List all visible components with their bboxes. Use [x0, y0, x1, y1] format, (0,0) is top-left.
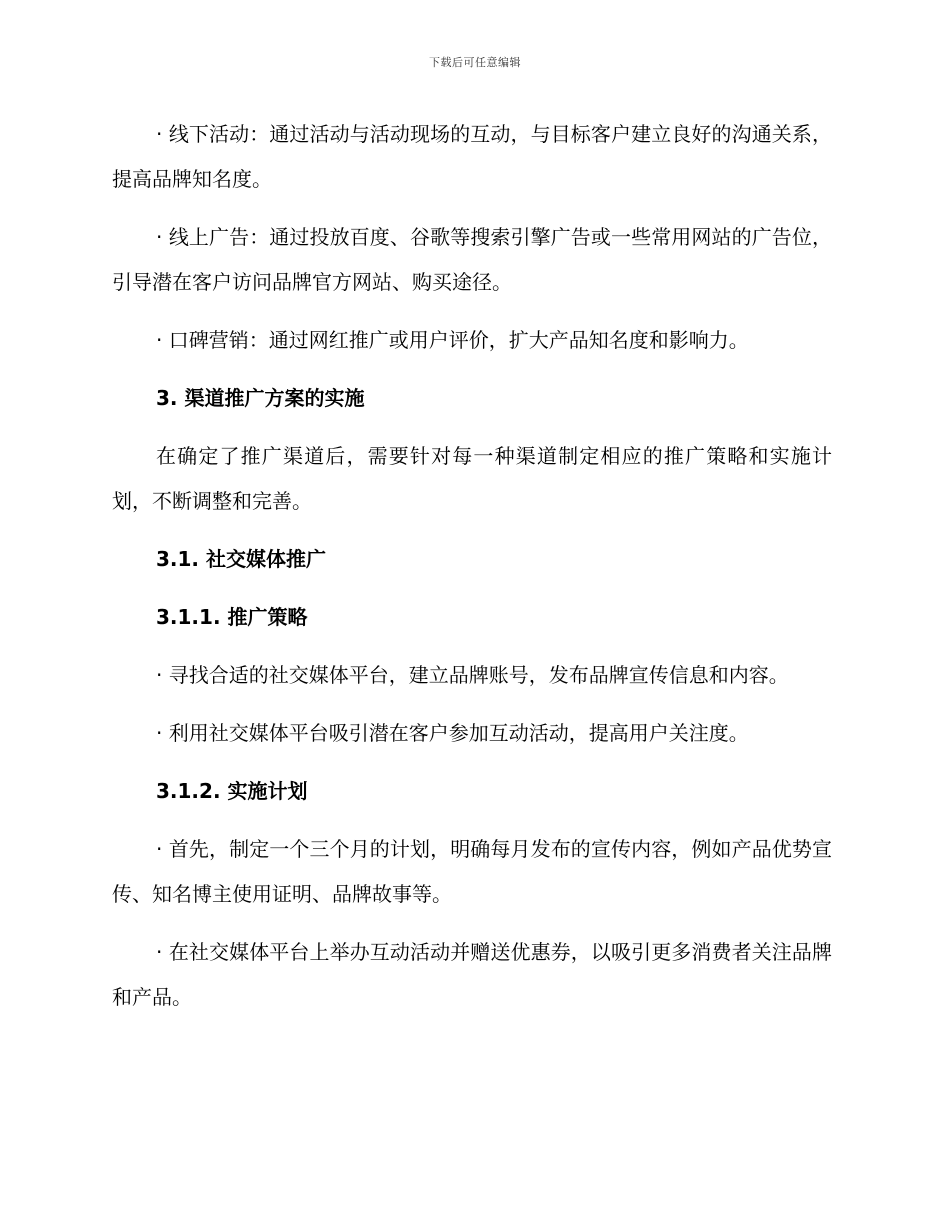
document-body — [112, 112, 832, 1033]
section-3-intro: 在确定了推广渠道后，需要针对每一种渠道制定相应的推广策略和实施计划，不断调整和完善。 — [112, 444, 832, 513]
section-heading-3-1: 3.1. 社交媒体推广 — [156, 547, 326, 571]
section-heading-3-1-2: 3.1.2. 实施计划 — [156, 779, 308, 803]
bullet-three-month-plan: · 首先，制定一个三个月的计划，明确每月发布的宣传内容，例如产品优势宣传、知名博主使用证明、品牌故事等。 — [112, 837, 832, 906]
bullet-word-of-mouth: · 口碑营销：通过网红推广或用户评价，扩大产品知名度和影响力。 — [156, 328, 749, 352]
bullet-use-platform: · 利用社交媒体平台吸引潜在客户参加互动活动，提高用户关注度。 — [156, 721, 749, 745]
bullet-find-platform: · 寻找合适的社交媒体平台，建立品牌账号，发布品牌宣传信息和内容。 — [156, 663, 789, 687]
bullet-online-ads: · 线上广告：通过投放百度、谷歌等搜索引擎广告或一些常用网站的广告位，引导潜在客户访问品牌官方网站、购买途径。 — [112, 225, 832, 294]
bullet-offline-events: · 线下活动：通过活动与活动现场的互动，与目标客户建立良好的沟通关系，提高品牌知名度。 — [112, 122, 832, 191]
bullet-interactive-events: · 在社交媒体平台上举办互动活动并赠送优惠券，以吸引更多消费者关注品牌和产品。 — [112, 940, 832, 1009]
page-header: 下载后可任意编辑 — [429, 56, 521, 69]
section-heading-3: 3. 渠道推广方案的实施 — [156, 386, 365, 410]
section-heading-3-1-1: 3.1.1. 推广策略 — [156, 605, 308, 629]
